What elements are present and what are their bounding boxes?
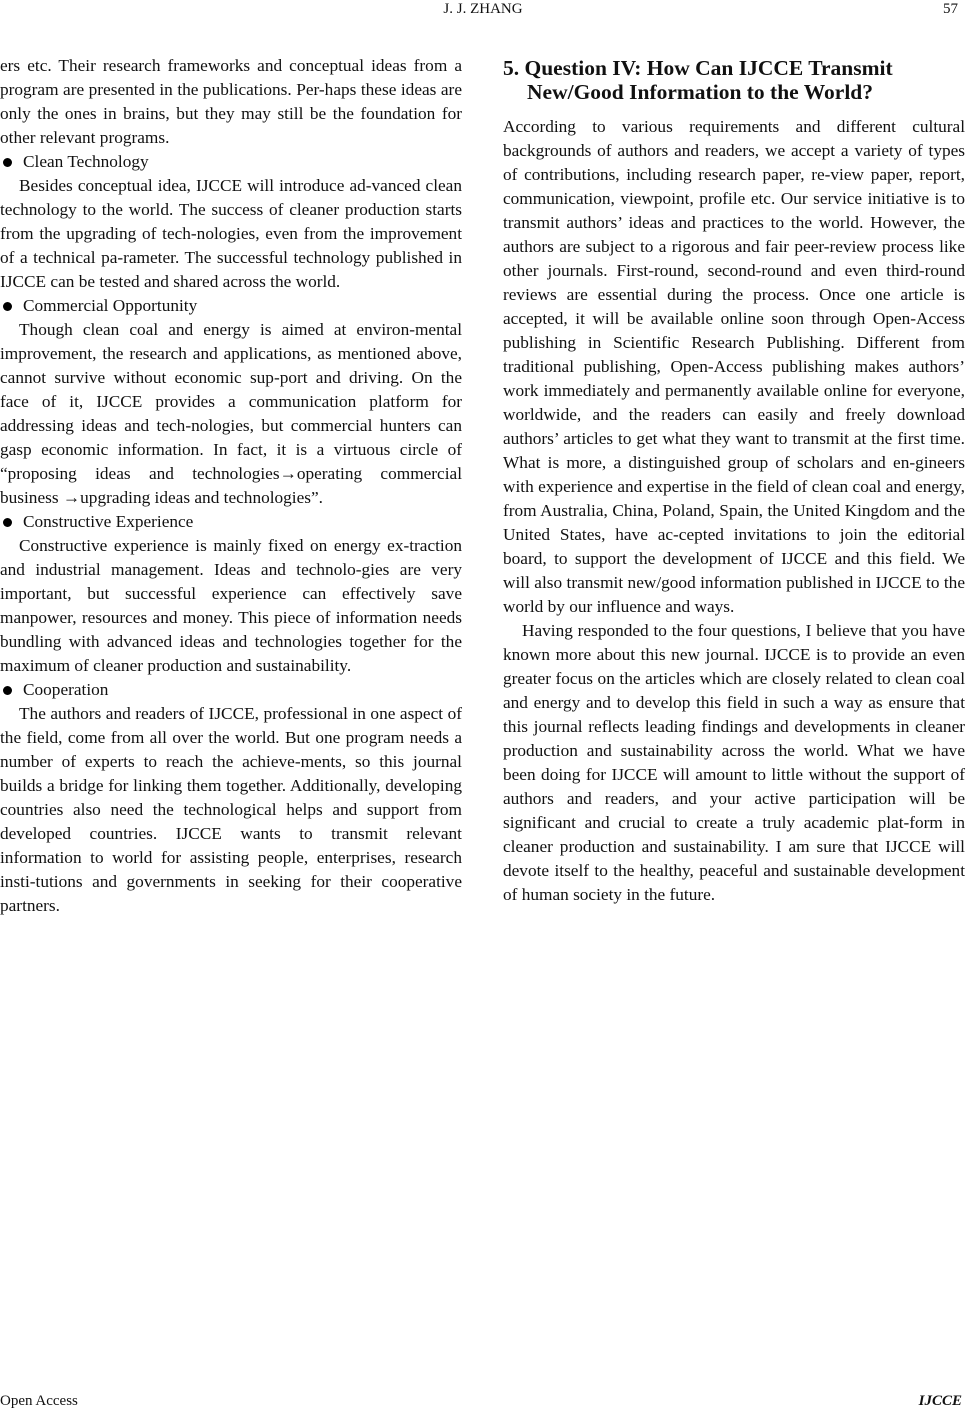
- right-column: [503, 56, 965, 907]
- bullet-label: Constructive Experience: [23, 512, 194, 531]
- bullet-commercial-opportunity: [0, 294, 462, 318]
- bullet-label: Cooperation: [23, 680, 109, 699]
- page-header-author: J. J. ZHANG: [443, 1, 523, 17]
- footer-journal-name: IJCCE: [918, 1393, 962, 1409]
- footer-open-access: Open Access: [0, 1393, 78, 1409]
- bullet-dot-icon: [3, 158, 12, 167]
- bullet-label: Commercial Opportunity: [23, 296, 198, 315]
- body-paragraph-2: Having responded to the four questions, I believe that you have known more about this new journal. IJCCE is to provide an even greater focus on the articles which are closely related to clean coal and energy and to develop this field in such a way as ensure that this journal reflects leading findings and developments in cleaner production and sustainability across the world. What we have been doing for IJCCE will amount to little without the support of authors and readers, and your active participation will be significant and crucial to create a truly academic plat-form in cleaner production and sustainability. I am sure that IJCCE will devote itself to the healthy, peaceful and sustainable development of human society in the future.: [503, 621, 965, 904]
- section-paragraph: Besides conceptual idea, IJCCE will introduce ad-vanced clean technology to the world. The success of cleaner production starts from the upgrading of tech-nologies, even from the improvement of a technical pa-rameter. The successful technology published in IJCCE can be tested and shared across the world.: [0, 176, 462, 291]
- bullet-constructive-experience: [0, 510, 462, 534]
- section-paragraph: The authors and readers of IJCCE, professional in one aspect of the field, come from all over the world. But one program needs a number of experts to reach the achieve-ments, so this journal builds a bridge for linking them together. Additionally, developing countries also need the technological helps and support from developed countries. IJCCE wants to transmit relevant information to world for assisting people, enterprises, research insti-tutions and governments in seeking for their cooperative partners.: [0, 704, 462, 915]
- section-heading-line2: New/Good Information to the World?: [527, 80, 873, 104]
- bullet-clean-technology: [0, 150, 462, 174]
- intro-paragraph: ers etc. Their research frameworks and conceptual ideas from a program are presented in the publications. Per-haps these ideas are only the ones in brains, but they may still be the foundation for other relevant programs.: [0, 56, 462, 147]
- body-paragraph-1: According to various requirements and different cultural backgrounds of authors and readers, we accept a variety of types of contributions, including research paper, re-view paper, report, communication, viewpoint, profile etc. Our service initiative is to transmit authors’ ideas and practices to the world. However, the authors are subject to a rigorous and fair peer-review process like other journals. First-round, second-round and even third-round reviews are essential during the process. Once one article is accepted, it will be available online soon through Open-Access publishing in Scientific Research Publishing. Different from traditional publishing, Open-Access publishing makes authors’ work immediately and permanently available online for everyone, worldwide, and the readers can easily and freely download authors’ articles to get what they want to transmit at the first time. What is more, a distinguished group of scholars and en-gineers with experience and expertise in the field of clean coal and energy, from Australia, China, Poland, Spain, the United Kingdom and the United States, have ac-cepted invitations to join the editorial board, to support the development of IJCCE and this field. We will also transmit new/good information published in IJCCE to the world by our influence and ways.: [503, 117, 965, 616]
- bullet-cooperation: [0, 678, 462, 702]
- section-paragraph: Constructive experience is mainly fixed on energy ex-traction and industrial management. Ideas and technolo-gies are very important, but successful experience can effectively save manpower, resources and money. This piece of information needs bundling with advanced ideas and technologies together for the maximum of cleaner production and sustainability.: [0, 536, 462, 675]
- bullet-dot-icon: [3, 518, 12, 527]
- page-number: 57: [943, 1, 958, 17]
- left-column: [0, 54, 462, 918]
- bullet-dot-icon: [3, 302, 12, 311]
- section-paragraph: Though clean coal and energy is aimed at environ-mental improvement, the research and applications, as mentioned above, cannot survive without economic sup-port and driving. On the face of it, IJCCE provides a communication platform for addressing ideas and tech-nologies, but commercial hunters can gasp economic information. In fact, it is a virtuous circle of “proposing ideas and technologies→operating commercial business →upgrading ideas and technologies”.: [0, 320, 462, 507]
- bullet-label: Clean Technology: [23, 152, 149, 171]
- bullet-dot-icon: [3, 686, 12, 695]
- section-heading: [503, 56, 965, 104]
- section-heading-line1: 5. Question IV: How Can IJCCE Transmit: [503, 56, 893, 80]
